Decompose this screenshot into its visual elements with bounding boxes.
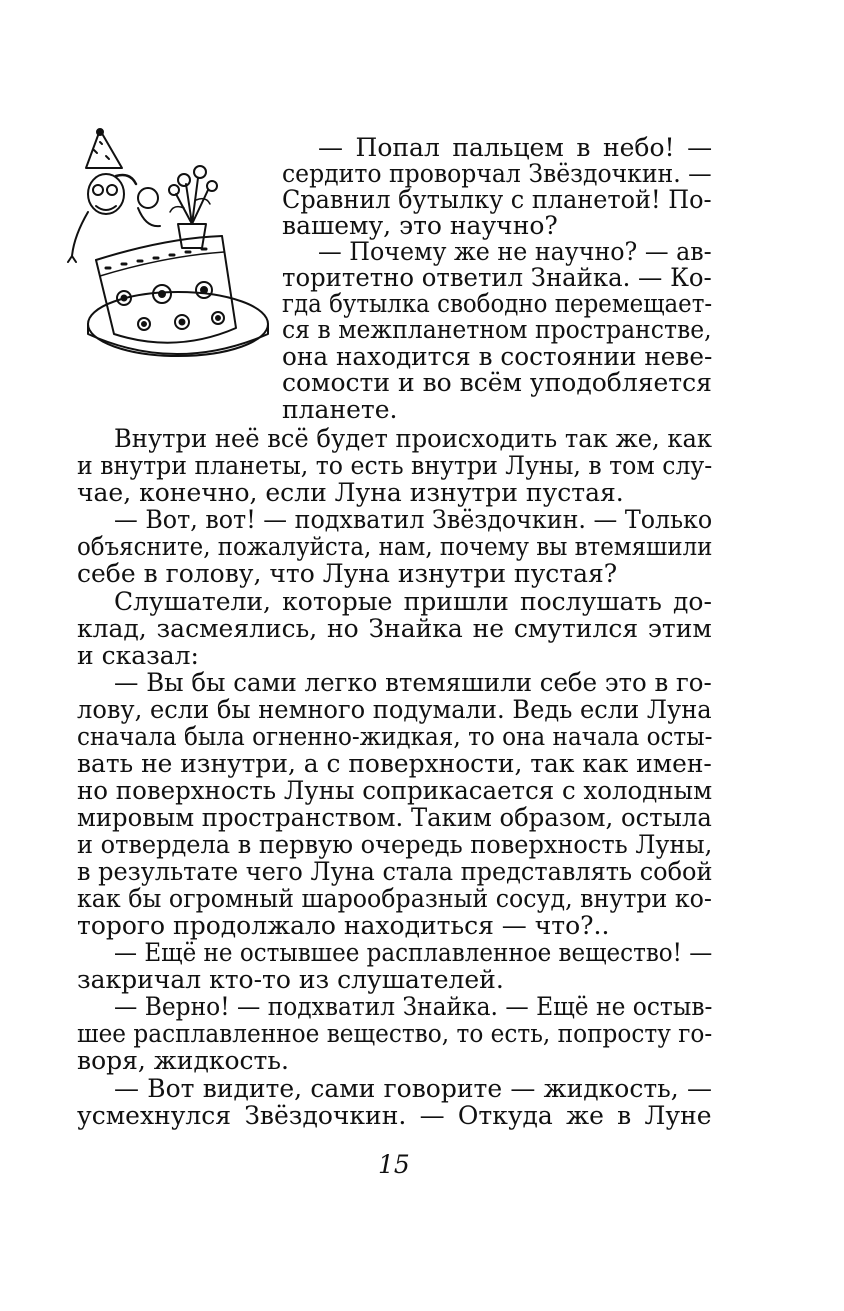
- page-number: 15: [378, 1150, 410, 1179]
- text-line: клад, засмеялись, но Знайка не смутился этим: [77, 614, 712, 643]
- text-line: воря, жидкость.: [77, 1046, 289, 1075]
- text-line: Внутри неё всё будет происходить так же, как: [114, 424, 713, 453]
- text-line: — Попал пальцем в небо! —: [318, 133, 713, 162]
- text-line: вашему, это научно?: [282, 211, 558, 240]
- text-line: сначала была огненно-жидкая, то она начала осты-: [77, 722, 713, 751]
- text-line: Сравнил бутылку с планетой! По-: [282, 185, 712, 214]
- text-line: и отвердела в первую очередь поверхность Луны,: [77, 830, 713, 859]
- text-line: — Верно! — подхватил Знайка. — Ещё не остыв-: [114, 992, 713, 1021]
- text-line: закричал кто-то из слушателей.: [77, 965, 504, 994]
- gnome-on-cake-illustration: [66, 128, 272, 372]
- text-line: но поверхность Луны соприкасается с холодным: [77, 776, 713, 805]
- text-line: планете.: [282, 395, 398, 424]
- text-line: усмехнулся Звёздочкин. — Откуда же в Луне: [77, 1101, 712, 1130]
- text-line: она находится в состоянии неве-: [282, 342, 713, 371]
- text-line: — Вот видите, сами говорите — жидкость, —: [114, 1074, 712, 1103]
- text-line: объясните, пожалуйста, нам, почему вы втемяшили: [77, 532, 713, 561]
- text-line: мировым пространством. Таким образом, остыла: [77, 803, 712, 832]
- text-line: вать не изнутри, а с поверхности, так как имен-: [77, 749, 712, 778]
- text-line: шее расплавленное вещество, то есть, попросту го-: [77, 1019, 713, 1048]
- text-line: — Вы бы сами легко втемяшили себе это в го-: [114, 668, 712, 697]
- text-line: ся в межпланетном пространстве,: [282, 315, 712, 344]
- text-line: гда бутылка свободно перемещает-: [282, 289, 713, 318]
- text-line: Слушатели, которые пришли послушать до-: [114, 587, 712, 616]
- text-line: торитетно ответил Знайка. — Ко-: [282, 263, 712, 292]
- text-line: и внутри планеты, то есть внутри Луны, в том слу-: [77, 451, 713, 480]
- text-line: себе в голову, что Луна изнутри пустая?: [77, 559, 618, 588]
- text-line: — Почему же не научно? — ав-: [318, 237, 712, 266]
- text-line: в результате чего Луна стала представлять собой: [77, 857, 713, 886]
- text-line: и сказал:: [77, 641, 199, 670]
- text-line: сомости и во всём уподобляется: [282, 368, 712, 397]
- text-line: торого продолжало находиться — что?..: [77, 911, 610, 940]
- text-line: как бы огромный шарообразный сосуд, внутри ко-: [77, 884, 712, 913]
- text-line: чае, конечно, если Луна изнутри пустая.: [77, 478, 624, 507]
- text-line: — Ещё не остывшее расплавленное вещество! —: [114, 938, 713, 967]
- text-line: сердито проворчал Звёздочкин. —: [282, 159, 712, 188]
- text-line: лову, если бы немного подумали. Ведь если Луна: [77, 695, 712, 724]
- text-line: — Вот, вот! — подхватил Звёздочкин. — Только: [114, 505, 713, 534]
